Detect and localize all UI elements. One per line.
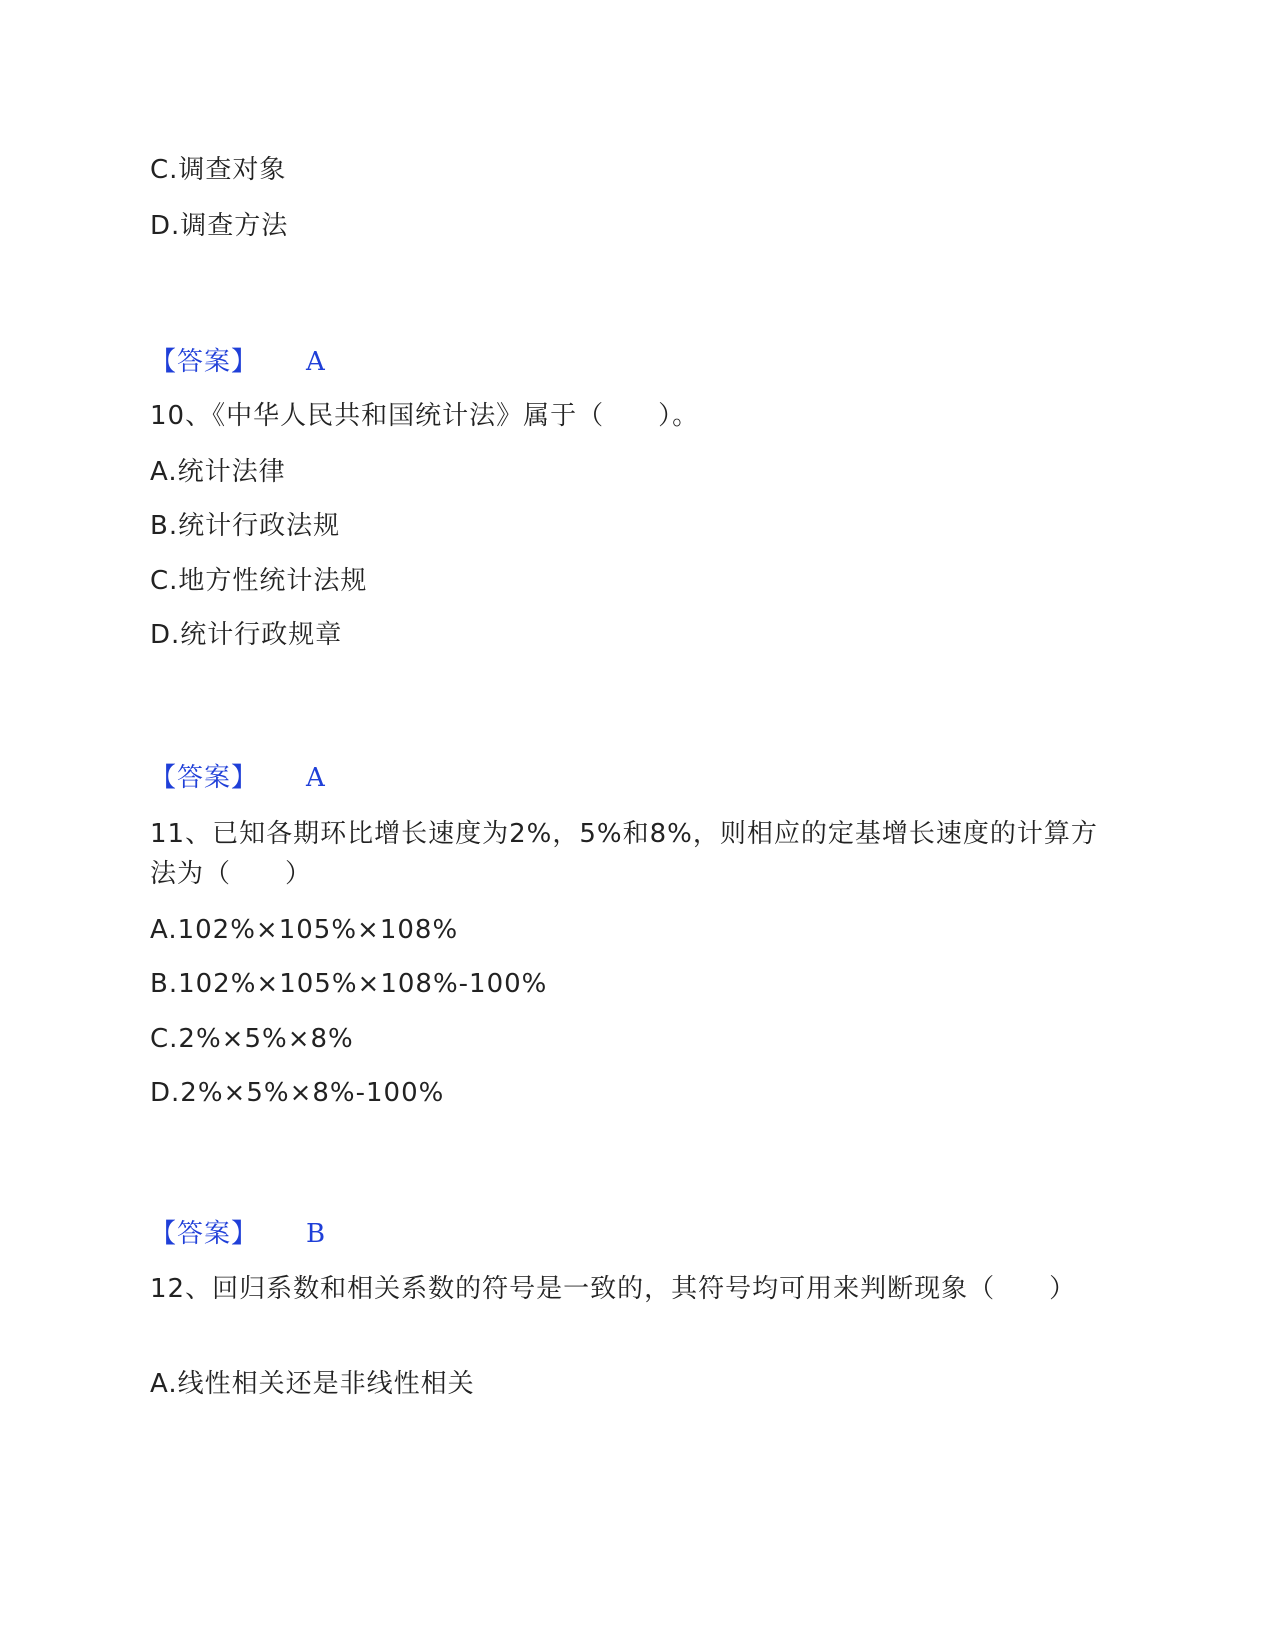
q11-answer [150, 1214, 326, 1254]
q11-option-c: C.2%×5%×8% [150, 1024, 354, 1054]
q11-option-d: D.2%×5%×8%-100% [150, 1078, 445, 1108]
answer-label: 【答案】 [150, 763, 259, 793]
q10-option-b: B.统计行政法规 [150, 511, 341, 541]
q9-option-c: C.调查对象 [150, 155, 287, 185]
q10-answer [150, 758, 326, 798]
answer-value: B [306, 1219, 327, 1249]
q9-answer [150, 342, 326, 382]
q11-option-a: A.102%×105%×108% [150, 915, 459, 945]
q10-option-d: D.统计行政规章 [150, 620, 343, 650]
q12-option-a: A.线性相关还是非线性相关 [150, 1369, 475, 1399]
answer-label: 【答案】 [150, 347, 259, 377]
answer-value: A [306, 347, 326, 377]
answer-label: 【答案】 [150, 1219, 259, 1249]
q10-option-a: A.统计法律 [150, 457, 286, 487]
q11-option-b: B.102%×105%×108%-100% [150, 969, 548, 999]
q11-question: 11、已知各期环比增长速度为2%，5%和8%，则相应的定基增长速度的计算方法为（ ） [150, 819, 1098, 889]
answer-value: A [306, 763, 326, 793]
q10-option-c: C.地方性统计法规 [150, 566, 368, 596]
q10-question: 10、《中华人民共和国统计法》属于（ ）。 [150, 401, 700, 431]
q12-question: 12、回归系数和相关系数的符号是一致的，其符号均可用来判断现象（ ） [150, 1274, 1077, 1304]
q9-option-d: D.调查方法 [150, 211, 289, 241]
